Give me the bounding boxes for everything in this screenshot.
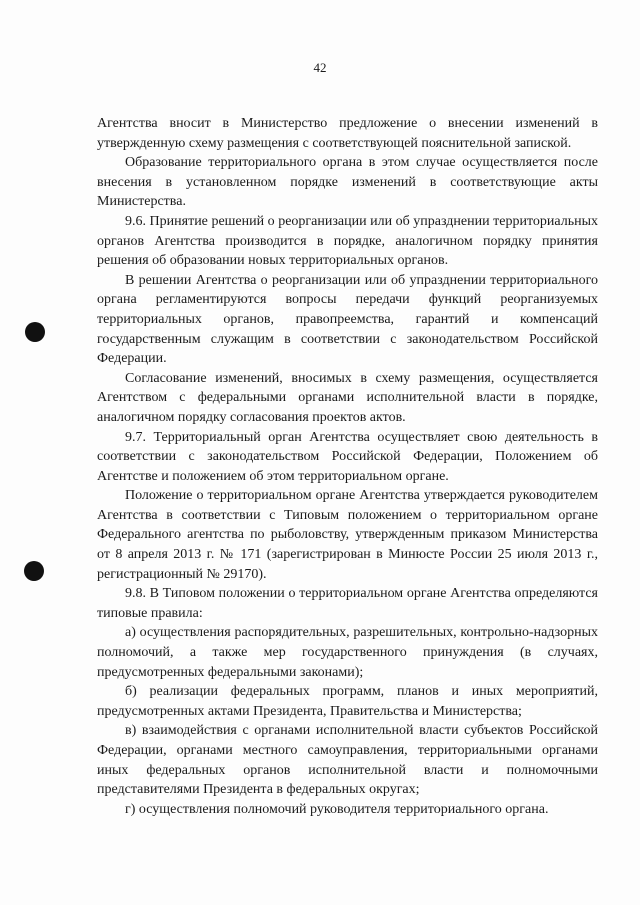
paragraph-4: В решении Агентства о реорганизации или об упразднении территориального органа регламентируются вопросы передачи функций реорганизуемых территориальных органов, правопреемства, гарантий и компенсаций государственным служащим в соответствии с законодательством Российской Федерации. [97, 272, 598, 367]
paragraph-6: 9.7. Территориальный орган Агентства осуществляет свою деятельность в соответствии с законодательством Российской Федерации, Положением об Агентстве и положением об этом территориальном органе. [97, 429, 598, 484]
page-number: 42 [313, 60, 327, 75]
paragraph-5: Согласование изменений, вносимых в схему размещения, осуществляется Агентством с федеральными органами исполнительной власти в порядке, аналогичном порядку согласования проектов актов. [97, 370, 598, 425]
paragraph-1: Агентства вносит в Министерство предложение о внесении изменений в утвержденную схему размещения с соответствующей пояснительной запиской. [97, 116, 598, 151]
list-item-b: б) реализации федеральных программ, планов и иных мероприятий, предусмотренных актами Президента, Правительства и Министерства; [97, 684, 598, 719]
list-item-v: в) взаимодействия с органами исполнительной власти субъектов Российской Федерации, органами местного самоуправления, территориальными органами иных федеральных органов исполнительной власти и полномочными представителями Президента в федеральных округах; [97, 723, 598, 798]
paragraph-7: Положение о территориальном органе Агентства утверждается руководителем Агентства в соответствии с Типовым положением о территориальном органе Федерального агентства по рыболовству, утвержденным приказом Министерства от 8 апреля 2013 г. № 171 (зарегистрирован в Минюсте России 25 июля 2013 г., регистрационный № 29170). [97, 488, 598, 582]
paragraph-3: 9.6. Принятие решений о реорганизации или об упразднении территориальных органов Агентства производится в порядке, аналогичном порядку принятия решения об образовании новых территориальных органов. [97, 213, 598, 269]
punch-hole-bottom [24, 561, 44, 581]
list-item-a: а) осуществления распорядительных, разрешительных, контрольно-надзорных полномочий, а также мер государственного принуждения (в случаях, предусмотренных федеральными законами); [97, 625, 598, 680]
paragraph-2: Образование территориального органа в этом случае осуществляется после внесения в установленном порядке изменений в соответствующие акты Министерства. [97, 155, 598, 210]
document-body [97, 114, 598, 819]
paragraph-8: 9.8. В Типовом положении о территориальном органе Агентства определяются типовые правила: [97, 586, 598, 621]
list-item-g: г) осуществления полномочий руководителя территориального органа. [125, 801, 549, 817]
punch-hole-top [25, 322, 45, 342]
